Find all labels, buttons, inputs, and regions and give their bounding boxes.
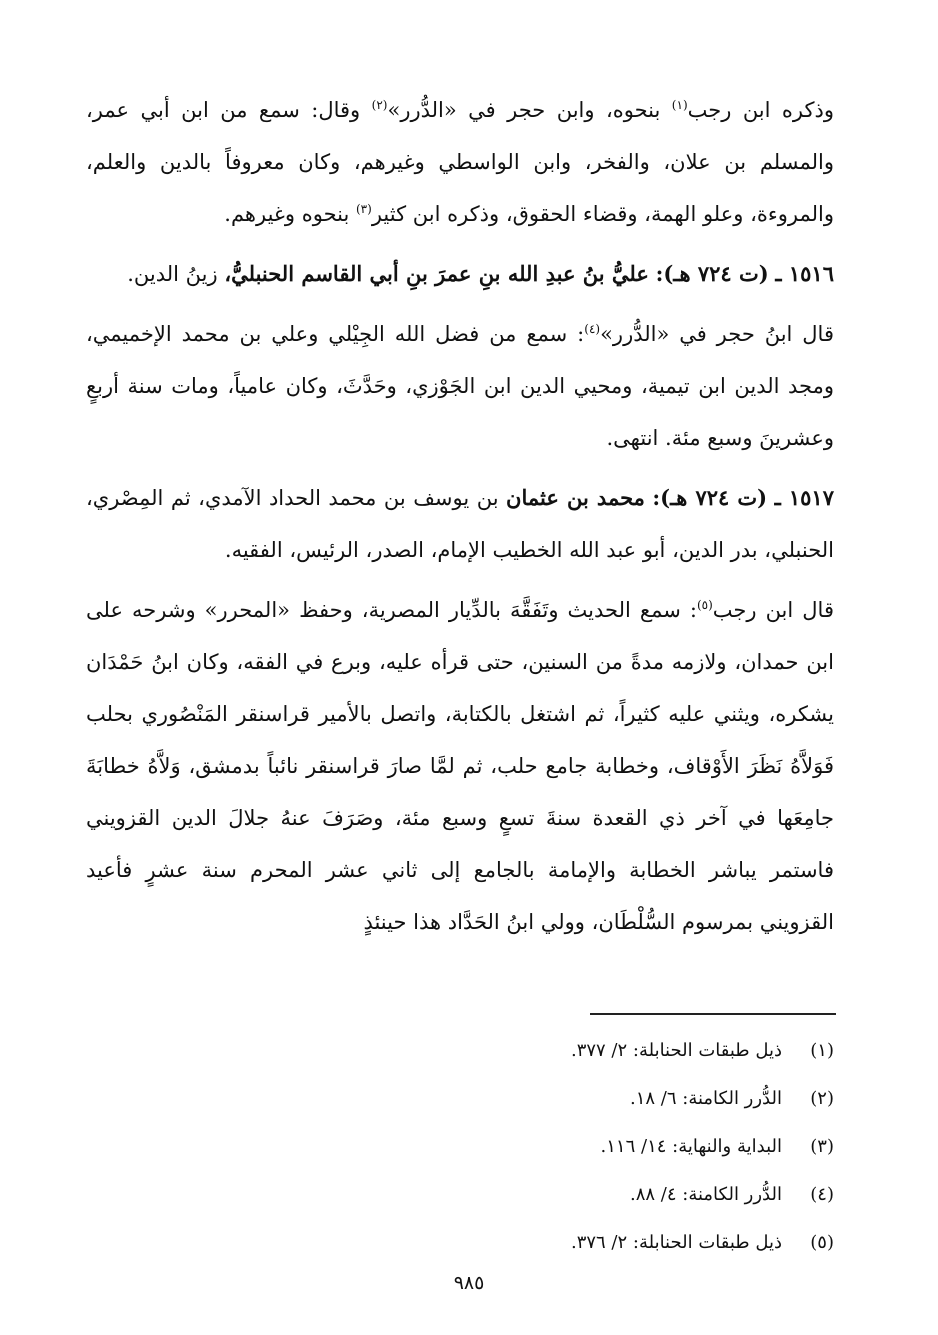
footnote-text: الدُّرر الكامنة: ٦/ ١٨. (629, 1087, 782, 1109)
entry-1516 (86, 248, 834, 300)
footnote-number: (١) (810, 1039, 834, 1061)
text-run: : سمع الحديث وتَفَقَّهَ بالدِّيار المصرية، وحفظ «المحرر» وشرحه على ابن حمدان، ولازمه مدةً من السنين، حتى قرأه عليه، وبرع في الفقه، وكان ابنُ حَمْدَان يشكره، ويثني عليه كثيراً، ثم اشتغل بالكتابة، واتصل بالأمير قراسنقر المَنْصُوري بحلب فَوَلاَّهُ نَظَرَ الأَوْقاف، وخطابة جامع حلب، ثم لمَّا صارَ قراسنقر نائباً بدمشق، وَلاَّهُ خطابَةَ جامِعَها في آخر ذي القعدة سنةَ تسعٍ وسبع مئة، وصَرَفَ عنهُ جلالَ الدين القزويني فاستمر يباشر الخطابة والإمامة بالجامع إلى ثاني عشر المحرم سنة عشرٍ فأعيد القزويني بمرسوم السُّلْطَان، وولي ابنُ الحَدَّاد هذا حينئذٍ (86, 598, 834, 934)
footnote-number: (٢) (810, 1087, 834, 1109)
footnote-ref-1[interactable]: (١) (671, 98, 688, 112)
text-run: وقال: سمع من ابن أبي عمر، والمسلم بن علان، والفخر، وابن الواسطي وغيرهم، وكان معروفاً بالدين والعلم، والمروءة، وعلو الهمة، وقضاء الحقوق، وذكره ابن كثير (86, 98, 834, 226)
text-run: قال ابنُ حجر في «الدُّرر» (600, 322, 834, 346)
footnotes (414, 1026, 834, 1266)
footnote-text: ذيل طبقات الحنابلة: ٢/ ٣٧٦. (570, 1231, 782, 1253)
footnote-ref-5[interactable]: (٥) (696, 598, 713, 612)
footnote-number: (٥) (810, 1231, 834, 1253)
footnote-ref-2[interactable]: (٢) (371, 98, 388, 112)
entry-number: ١٥١٦ ـ (775, 261, 834, 286)
entry-1517 (86, 472, 834, 576)
footnote-3 (414, 1122, 834, 1170)
footnote-ref-4[interactable]: (٤) (584, 322, 601, 336)
paragraph-ibn-rajab-2 (86, 584, 834, 948)
paragraph-ibn-hajar (86, 308, 834, 464)
text-run: وذكره ابن رجب (687, 98, 835, 122)
entry-number: ١٥١٧ ـ (774, 485, 834, 510)
footnote-ref-3[interactable]: (٣) (355, 202, 372, 216)
entry-name: عليُّ بنُ عبدِ الله بنِ عمرَ بنِ أبي القاسم الحنبليُّ، (224, 261, 649, 286)
text-run: بنحوه وغيرهم. (224, 202, 356, 226)
entry-death-date: (ت ٧٢٤ هـ): (655, 261, 769, 286)
footnote-number: (٣) (810, 1135, 834, 1157)
entry-death-date: (ت ٧٢٤ هـ): (652, 485, 768, 510)
footnote-text: ذيل طبقات الحنابلة: ٢/ ٣٧٧. (570, 1039, 782, 1061)
page-number: ٩٨٥ (453, 1272, 485, 1294)
footnote-2 (414, 1074, 834, 1122)
text-run: بنحوه، وابن حجر في «الدُّرر» (387, 98, 672, 122)
paragraph-ibn-rajab-1 (86, 84, 834, 240)
footnote-text: الدُّرر الكامنة: ٤/ ٨٨. (629, 1183, 782, 1205)
footnote-5 (414, 1218, 834, 1266)
body-text (86, 84, 834, 956)
footnote-4 (414, 1170, 834, 1218)
text-run: قال ابن رجب (712, 598, 834, 622)
text-run: : سمع من فضل الله الجِيْلي وعلي بن محمد الإخميمي، ومجد الدين ابن تيمية، ومحيي الدين ابن الجَوْزي، وحَدَّثَ، وكان عامياً، ومات سنة أربعٍ وعشرينَ وسبع مئة. انتهى. (86, 322, 834, 450)
entry-rest: بن يوسف بن محمد الحداد الآمدي، ثم المِصْري، الحنبلي، بدر الدين، أبو عبد الله الخطيب الإمام، الصدر، الرئيس، الفقيه. (86, 486, 834, 562)
entry-rest: زينُ الدين. (127, 262, 225, 286)
footnote-text: البداية والنهاية: ١٤/ ١١٦. (600, 1135, 782, 1157)
entry-name: محمد بن عثمان (506, 485, 645, 510)
footnote-1 (414, 1026, 834, 1074)
footnote-number: (٤) (810, 1183, 834, 1205)
footnote-divider (590, 1013, 836, 1015)
